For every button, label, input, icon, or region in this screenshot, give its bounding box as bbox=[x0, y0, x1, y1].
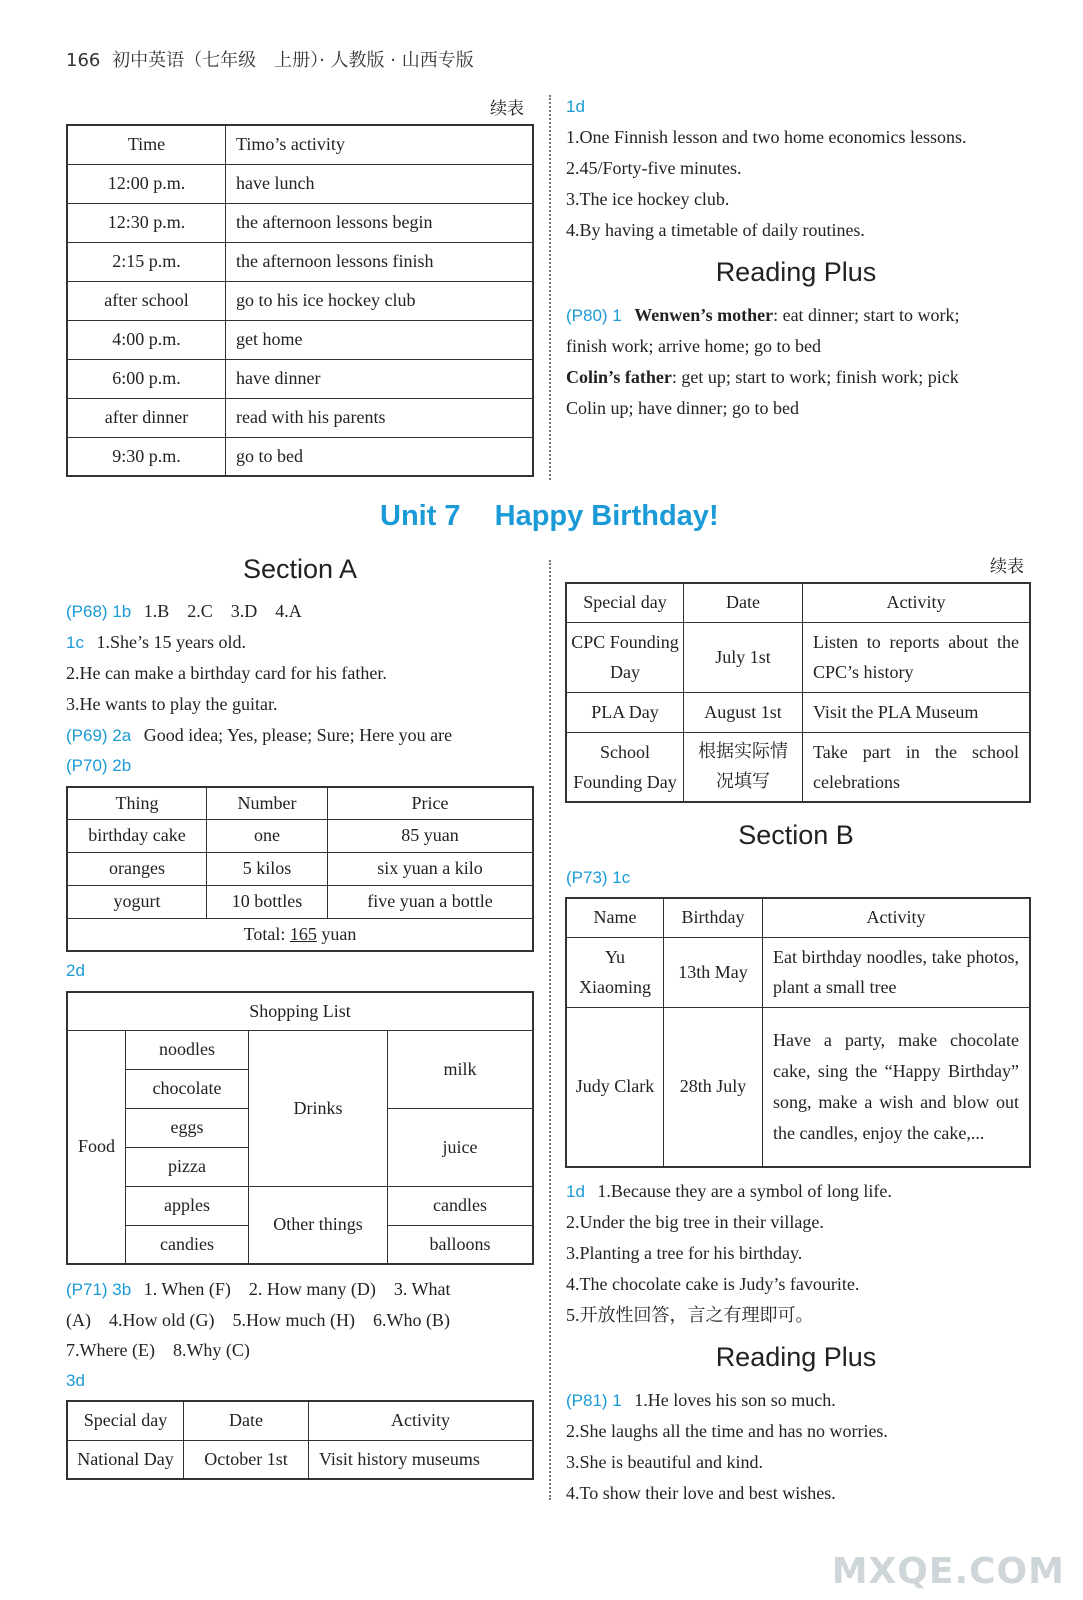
continued-label: 续表 bbox=[990, 557, 1024, 577]
tag-2d: 2d bbox=[66, 961, 85, 980]
table-cell: five yuan a bottle bbox=[328, 885, 534, 918]
food-item: pizza bbox=[126, 1147, 249, 1186]
answer-line: 3.Planting a tree for his birthday. bbox=[566, 1243, 803, 1263]
tag-3d: 3d bbox=[66, 1371, 85, 1390]
page-number: 166 bbox=[66, 50, 101, 71]
table-cell: 12:30 p.m. bbox=[67, 203, 226, 242]
answer-line: 2.He can make a birthday card for his father. bbox=[66, 663, 387, 683]
tag-1d: 1d bbox=[566, 97, 585, 116]
table-header: Name bbox=[566, 898, 664, 937]
table-cell: Listen to reports about the CPC’s history bbox=[803, 622, 1031, 692]
table-cell: after school bbox=[67, 281, 226, 320]
table-cell: have dinner bbox=[226, 359, 534, 398]
national-day-table bbox=[66, 1400, 534, 1480]
other-item: candles bbox=[388, 1186, 534, 1225]
shopping-list-table bbox=[66, 991, 534, 1265]
answer-line bbox=[66, 959, 93, 982]
timo-activity-table bbox=[66, 124, 534, 477]
table-header: Birthday bbox=[664, 898, 763, 937]
unit-heading bbox=[380, 500, 719, 533]
tag-p73: (P73) 1c bbox=[566, 868, 631, 887]
table-cell: the afternoon lessons begin bbox=[226, 203, 534, 242]
tag-p69: (P69) 2a bbox=[66, 726, 132, 745]
tag-1c: 1c bbox=[66, 633, 84, 652]
answer-line: 3.The ice hockey club. bbox=[566, 189, 730, 209]
reading-plus-title: Reading Plus bbox=[715, 257, 877, 287]
table-cell: one bbox=[207, 819, 328, 852]
answer-line bbox=[66, 1278, 451, 1301]
unit-title: Happy Birthday! bbox=[494, 500, 719, 532]
table-cell: 4:00 p.m. bbox=[67, 320, 226, 359]
total-row bbox=[67, 918, 533, 951]
birthday-table bbox=[565, 897, 1031, 1168]
table-cell: PLA Day bbox=[566, 692, 684, 732]
answer-line bbox=[66, 1369, 93, 1392]
answer-line bbox=[66, 631, 246, 654]
table-cell: 6:00 p.m. bbox=[67, 359, 226, 398]
table-cell: Yu Xiaoming bbox=[566, 937, 664, 1007]
total-label: Total: bbox=[243, 923, 286, 944]
table-header: Date bbox=[184, 1401, 309, 1440]
tag-1d: 1d bbox=[566, 1182, 585, 1201]
column-divider bbox=[549, 560, 551, 1500]
answer-line: Colin up; have dinner; go to bed bbox=[566, 398, 799, 418]
food-item: candies bbox=[126, 1225, 249, 1264]
table-cell: Have a party, make chocolate cake, sing the “Happy Birthday” song, make a wish and blow out the candles, enjoy the cake,... bbox=[763, 1007, 1031, 1167]
answer-text: 1.B 2.C 3.D 4.A bbox=[143, 601, 302, 621]
tag-p81: (P81) 1 bbox=[566, 1391, 622, 1410]
table-header: Timo’s activity bbox=[226, 125, 534, 164]
food-label: Food bbox=[67, 1030, 126, 1264]
table-cell: get home bbox=[226, 320, 534, 359]
table-cell: Visit the PLA Museum bbox=[803, 692, 1031, 732]
table-cell: 5 kilos bbox=[207, 852, 328, 885]
book-title: 初中英语（七年级 上册）· 人教版 · 山西专版 bbox=[112, 50, 474, 71]
answer-text: Good idea; Yes, please; Sure; Here you are bbox=[143, 725, 453, 745]
answer-line: 4.The chocolate cake is Judy’s favourite. bbox=[566, 1274, 860, 1294]
tag-p70: (P70) 2b bbox=[66, 756, 132, 775]
drink-item: juice bbox=[388, 1108, 534, 1186]
answer-line: finish work; arrive home; go to bed bbox=[566, 336, 821, 356]
table-cell: Judy Clark bbox=[566, 1007, 664, 1167]
watermark: MXQE.COM bbox=[831, 1551, 1065, 1592]
answer-text: 1.She’s 15 years old. bbox=[96, 632, 246, 652]
table-cell: CPC Founding Day bbox=[566, 622, 684, 692]
wenwen-label: Wenwen’s mother bbox=[634, 305, 774, 325]
answer-line: 4.By having a timetable of daily routines. bbox=[566, 220, 865, 240]
answer-line bbox=[566, 304, 960, 327]
table-cell: National Day bbox=[67, 1440, 184, 1479]
drinks-label: Drinks bbox=[249, 1030, 388, 1186]
table-cell: October 1st bbox=[184, 1440, 309, 1479]
table-cell: six yuan a kilo bbox=[328, 852, 534, 885]
table-cell: 12:00 p.m. bbox=[67, 164, 226, 203]
table-cell: birthday cake bbox=[67, 819, 207, 852]
tag-p68: (P68) 1b bbox=[66, 602, 132, 621]
answer-line bbox=[566, 1389, 836, 1412]
shopping-list-title: Shopping List bbox=[67, 992, 533, 1030]
table-cell: 9:30 p.m. bbox=[67, 437, 226, 476]
food-item: eggs bbox=[126, 1108, 249, 1147]
other-things-label: Other things bbox=[249, 1186, 388, 1264]
table-cell: have lunch bbox=[226, 164, 534, 203]
answer-text: 1.Because they are a symbol of long life. bbox=[597, 1181, 892, 1201]
table-cell: August 1st bbox=[684, 692, 803, 732]
special-day-table bbox=[565, 582, 1031, 803]
table-header: Price bbox=[328, 787, 534, 819]
table-header: Number bbox=[207, 787, 328, 819]
answer-line bbox=[566, 866, 638, 889]
answer-line: (A) 4.How old (G) 5.How much (H) 6.Who (B) bbox=[66, 1310, 450, 1330]
table-cell: go to his ice hockey club bbox=[226, 281, 534, 320]
answer-line: 5.开放性回答，言之有理即可。 bbox=[566, 1305, 814, 1325]
answer-line bbox=[66, 724, 452, 747]
table-cell: 根据实际情况填写 bbox=[684, 732, 803, 802]
drink-item: milk bbox=[388, 1030, 534, 1108]
answer-line: 2.She laughs all the time and has no worries. bbox=[566, 1421, 888, 1441]
answer-line: 3.She is beautiful and kind. bbox=[566, 1452, 763, 1472]
table-cell: 2:15 p.m. bbox=[67, 242, 226, 281]
unit-number: Unit 7 bbox=[380, 500, 461, 532]
table-cell: after dinner bbox=[67, 398, 226, 437]
answer-line bbox=[566, 1180, 892, 1203]
table-header: Time bbox=[67, 125, 226, 164]
answer-line: 2.Under the big tree in their village. bbox=[566, 1212, 824, 1232]
table-cell: 13th May bbox=[664, 937, 763, 1007]
table-cell: yogurt bbox=[67, 885, 207, 918]
answer-line: 1.One Finnish lesson and two home economics lessons. bbox=[566, 127, 967, 147]
answer-text: 1.He loves his son so much. bbox=[634, 1390, 836, 1410]
table-cell: oranges bbox=[67, 852, 207, 885]
table-cell: read with his parents bbox=[226, 398, 534, 437]
reading-plus-title: Reading Plus bbox=[715, 1342, 877, 1372]
answer-line: 4.To show their love and best wishes. bbox=[566, 1483, 836, 1503]
answer-line: 2.45/Forty-five minutes. bbox=[566, 158, 742, 178]
total-unit: yuan bbox=[321, 923, 357, 944]
table-cell: School Founding Day bbox=[566, 732, 684, 802]
table-cell: Eat birthday noodles, take photos, plant a small tree bbox=[763, 937, 1031, 1007]
answer-text: 1. When (F) 2. How many (D) 3. What bbox=[143, 1279, 451, 1299]
page-header bbox=[66, 46, 474, 72]
price-table bbox=[66, 786, 534, 952]
other-item: balloons bbox=[388, 1225, 534, 1264]
table-header: Special day bbox=[566, 583, 684, 622]
colin-label: Colin’s father bbox=[566, 367, 672, 387]
table-cell: July 1st bbox=[684, 622, 803, 692]
answer-line: 7.Where (E) 8.Why (C) bbox=[66, 1340, 250, 1360]
wenwen-text: : eat dinner; start to work; bbox=[773, 305, 960, 325]
table-cell: Take part in the school celebrations bbox=[803, 732, 1031, 802]
table-cell: 28th July bbox=[664, 1007, 763, 1167]
colin-text: : get up; start to work; finish work; pick bbox=[671, 367, 959, 387]
answer-line bbox=[66, 754, 139, 777]
table-cell: go to bed bbox=[226, 437, 534, 476]
food-item: chocolate bbox=[126, 1069, 249, 1108]
answer-line: 3.He wants to play the guitar. bbox=[66, 694, 278, 714]
answer-line bbox=[566, 366, 959, 388]
answer-heading bbox=[566, 95, 593, 118]
table-header: Thing bbox=[67, 787, 207, 819]
table-cell: the afternoon lessons finish bbox=[226, 242, 534, 281]
table-header: Activity bbox=[763, 898, 1031, 937]
table-header: Special day bbox=[67, 1401, 184, 1440]
table-cell: Visit history museums bbox=[309, 1440, 534, 1479]
table-header: Activity bbox=[803, 583, 1031, 622]
table-cell: 10 bottles bbox=[207, 885, 328, 918]
tag-p80: (P80) 1 bbox=[566, 306, 622, 325]
section-a-title: Section A bbox=[242, 554, 358, 584]
table-cell: 85 yuan bbox=[328, 819, 534, 852]
food-item: apples bbox=[126, 1186, 249, 1225]
food-item: noodles bbox=[126, 1030, 249, 1069]
table-header: Activity bbox=[309, 1401, 534, 1440]
section-b-title: Section B bbox=[738, 820, 854, 850]
table-header: Date bbox=[684, 583, 803, 622]
total-value: 165 bbox=[289, 923, 317, 944]
column-divider bbox=[549, 95, 551, 480]
continued-label: 续表 bbox=[490, 99, 524, 119]
answer-line bbox=[66, 600, 302, 623]
tag-p71: (P71) 3b bbox=[66, 1280, 132, 1299]
